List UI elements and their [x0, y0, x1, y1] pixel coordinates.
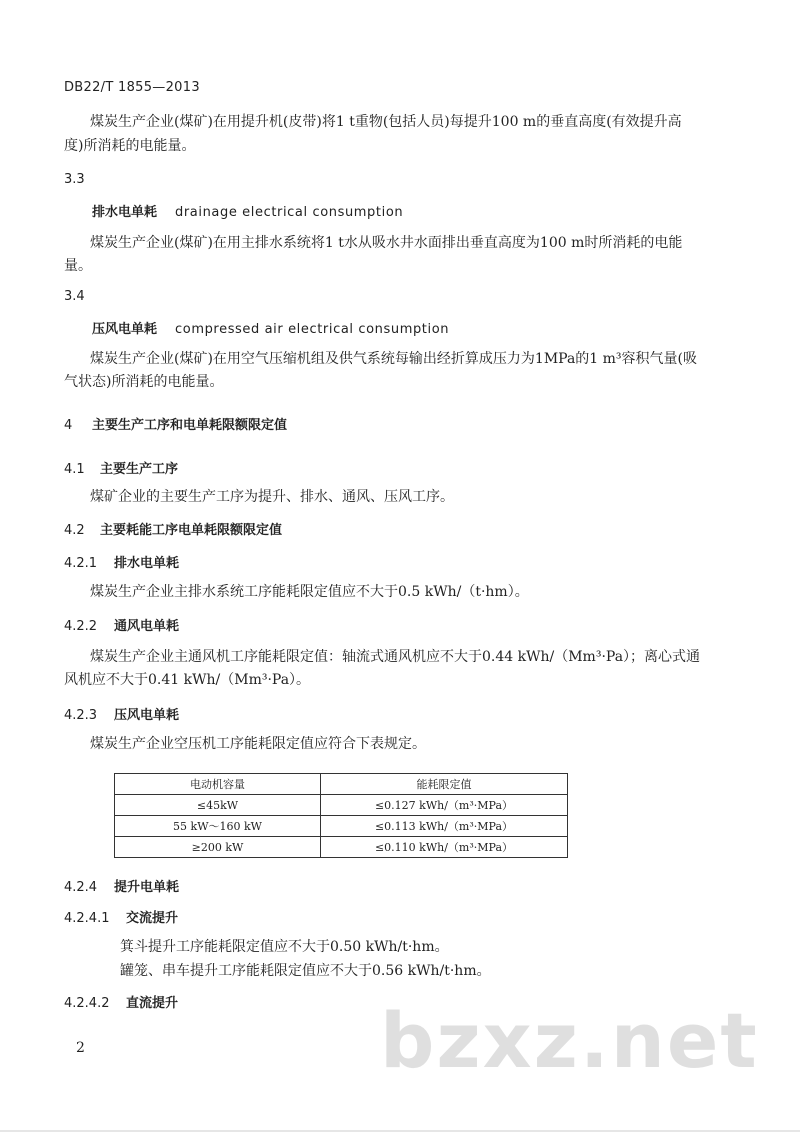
table-cell: ≤0.113 kWh/（m³·MPa）: [321, 816, 568, 837]
page-bottom-edge: [0, 1130, 800, 1132]
body-text: 煤炭生产企业空压机工序能耗限定值应符合下表规定。: [90, 736, 426, 752]
section-heading: [64, 414, 287, 433]
table-row: [115, 795, 568, 816]
section-title: 通风电单耗: [114, 619, 180, 634]
body-text: 煤炭生产企业主排水系统工序能耗限定值应不大于0.5 kWh/（t·hm）。: [90, 584, 529, 600]
table-cell: ≤45kW: [115, 795, 321, 816]
definition-text: 煤炭生产企业(煤矿)在用空气压缩机组及供气系统每输出经折算成压力为1MPa的1 m³容积气量(吸: [90, 351, 698, 367]
section-title: 压风电单耗: [114, 708, 180, 723]
section-heading: [64, 704, 179, 723]
table-cell: 55 kW～160 kW: [115, 816, 321, 837]
section-title: 交流提升: [126, 911, 179, 926]
table-cell: ≤0.127 kWh/（m³·MPa）: [321, 795, 568, 816]
section-title: 排水电单耗: [114, 556, 180, 571]
section-number: 4.1: [64, 462, 85, 477]
body-text: 罐笼、串车提升工序能耗限定值应不大于0.56 kWh/t·hm。: [120, 963, 491, 979]
table-cell: ≥200 kW: [115, 837, 321, 858]
section-number: 4.2.4: [64, 880, 98, 895]
section-heading: [64, 876, 179, 895]
definition-text: 气状态)所消耗的电能量。: [64, 374, 224, 390]
table-row: [115, 837, 568, 858]
table-cell: ≤0.110 kWh/（m³·MPa）: [321, 837, 568, 858]
table-header-cell: 电动机容量: [115, 774, 321, 795]
page-number: 2: [76, 1040, 85, 1056]
section-number: 4: [64, 418, 73, 433]
body-text: 箕斗提升工序能耗限定值应不大于0.50 kWh/t·hm。: [120, 939, 449, 955]
section-heading: [64, 552, 179, 571]
section-heading: [64, 992, 178, 1011]
section-heading: [64, 458, 178, 477]
section-number: 4.2.4.1: [64, 911, 110, 926]
section-title: 主要生产工序和电单耗限额限定值: [92, 418, 288, 433]
definition-text: 煤炭生产企业(煤矿)在用主排水系统将1 t水从吸水井水面排出垂直高度为100 m时所消耗的电能: [90, 235, 683, 251]
definition-text: 量。: [64, 258, 92, 274]
term-title: [92, 318, 449, 337]
term-english: compressed air electrical consumption: [175, 322, 450, 337]
section-number: 4.2.1: [64, 556, 98, 571]
section-number: 4.2.3: [64, 708, 98, 723]
energy-limit-table: [114, 773, 568, 858]
table-header-cell: 能耗限定值: [321, 774, 568, 795]
definition-text: 煤炭生产企业(煤矿)在用提升机(皮带)将1 t重物(包括人员)每提升100 m的垂直高度(有效提升高: [90, 114, 682, 130]
table-header-row: [115, 774, 568, 795]
section-number: 4.2.4.2: [64, 996, 110, 1011]
body-text: 煤矿企业的主要生产工序为提升、排水、通风、压风工序。: [90, 489, 454, 505]
section-heading: [64, 615, 179, 634]
section-number: 4.2: [64, 523, 85, 538]
section-heading: [64, 519, 282, 538]
clause-number: 3.4: [64, 289, 85, 304]
term-title: [92, 201, 403, 220]
watermark: bzxz.net: [380, 996, 759, 1085]
body-text: 风机应不大于0.41 kWh/（Mm³·Pa）。: [64, 672, 311, 688]
section-heading: [64, 907, 178, 926]
table-row: [115, 816, 568, 837]
section-title: 直流提升: [126, 996, 179, 1011]
section-title: 提升电单耗: [114, 880, 180, 895]
body-text: 煤炭生产企业主通风机工序能耗限定值：轴流式通风机应不大于0.44 kWh/（Mm³·Pa）；离心式通: [90, 649, 701, 665]
section-number: 4.2.2: [64, 619, 98, 634]
term-chinese: 压风电单耗: [92, 322, 158, 337]
section-title: 主要耗能工序电单耗限额限定值: [100, 523, 283, 538]
clause-number: 3.3: [64, 172, 85, 187]
term-chinese: 排水电单耗: [92, 205, 158, 220]
document-code: DB22/T 1855—2013: [64, 80, 200, 95]
definition-text: 度)所消耗的电能量。: [64, 138, 196, 154]
section-title: 主要生产工序: [100, 462, 179, 477]
term-english: drainage electrical consumption: [175, 205, 404, 220]
